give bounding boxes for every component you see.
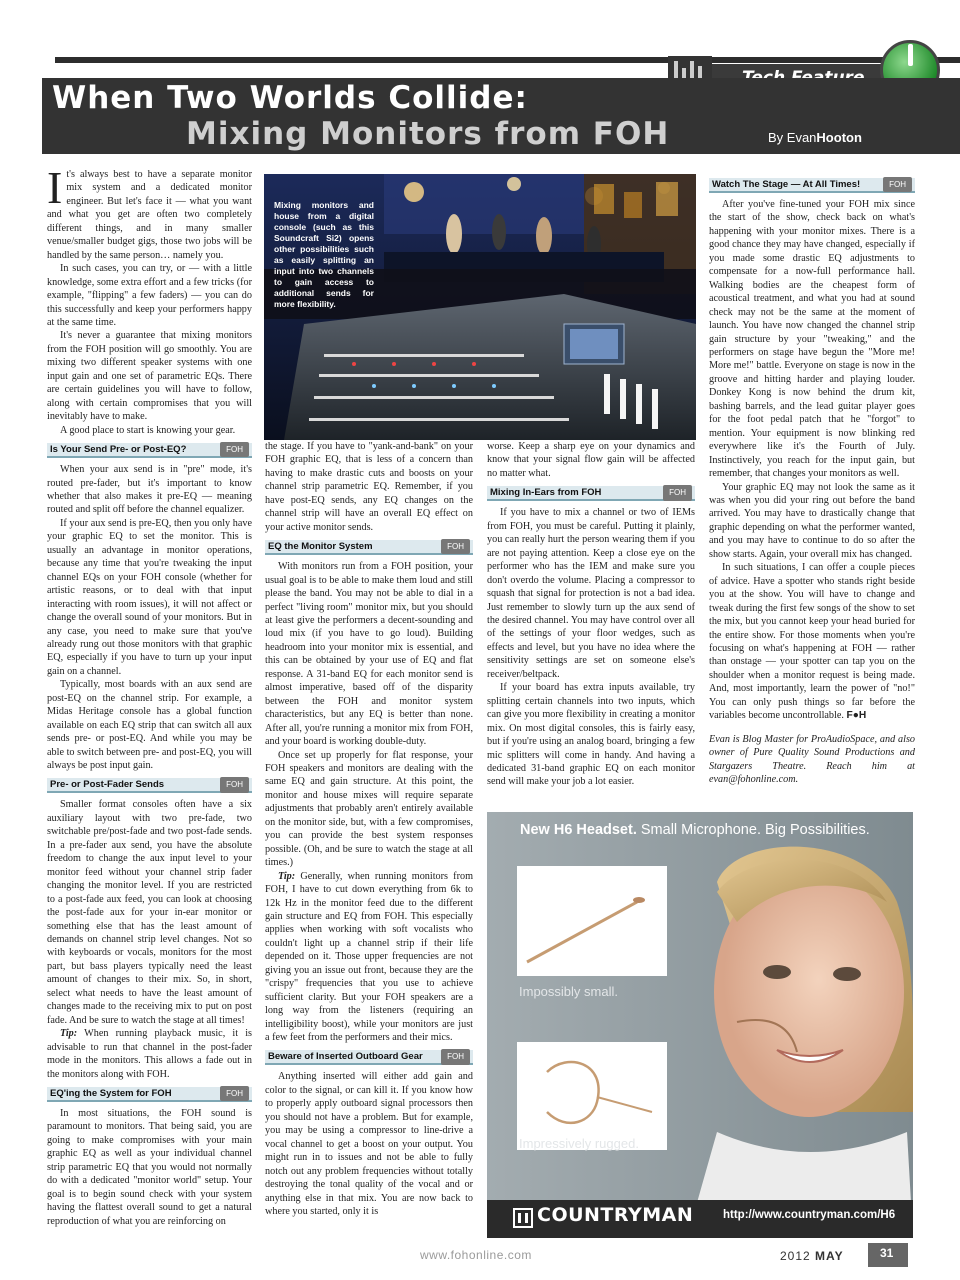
- tip-paragraph: [265, 870, 473, 1045]
- subhead-pre-post-eq: [47, 443, 252, 458]
- tip-text: Generally, when running monitors from FOH, I have to cut down everything from 6k to 12k Hz in the monitor feed due to the different gain structure and EQ from FOH. This especially applies when working with soft vocalists who couldn't light up a channel strip if their life depended on it. Those upper frequencies are not giving you an issue out front, because they are the "crispy" frequencies that you use to achieve sufficient clarity. But your FOH speakers are a long way from the listeners (requiring an intelligibility boost), while your monitors are just a few feet from the performers and their mics.: [265, 870, 473, 1044]
- paragraph: If your aux send is pre-EQ, then you only have your graphic EQ to set the monitor. This is usually an advantage in monitor operations, because any time that you're tweaking the input channel EQs on your FOH console (whether for artistic reasons, or to deal with that input interacting with room issues), it will not affect or change the overall sound of your monitors. But in any case, you need to make sure that you've already rung out those monitors with that graphic EQ, especially if you have to turn up your input gain on a channel.: [47, 517, 252, 677]
- paragraph-text: t's always best to have a separate monitor mix system and a dedicated monitor engineer. But let's face it — what you want and what you get are often two completely different things, and in many smaller venue/smaller budget gigs, those two jobs will be handled by the same person… namely you.: [47, 169, 252, 261]
- countryman-logo-icon: [513, 1208, 533, 1228]
- ad-headline-rest: Small Microphone. Big Possibilities.: [636, 822, 870, 838]
- footer-issue-date: [780, 1249, 844, 1263]
- drop-cap: I: [47, 162, 63, 213]
- ad-headline-bold: New H6 Headset.: [520, 822, 637, 838]
- subhead-eqing-system: [47, 1087, 252, 1102]
- article-column-3: [487, 440, 695, 789]
- byline-prefix: By Evan: [768, 130, 817, 145]
- subhead-eq-monitor-system: [265, 540, 473, 555]
- article-column-4: [709, 172, 915, 786]
- paragraph: It's never a guarantee that mixing monitors from the FOH position will go smoothly. You are mixing two different speaker systems with one input gain and one set of parametric EQs. There are certain guidelines you will have to follow, along with certain compromises that you will inevitably have to make.: [47, 330, 252, 423]
- subhead-title: Beware of Inserted Outboard Gear: [268, 1051, 423, 1063]
- ad-tagline-rugged: Impressively rugged.: [519, 1136, 639, 1151]
- ad-url-link[interactable]: http://www.countryman.com/H6: [723, 1209, 896, 1221]
- byline-name: Hooton: [816, 130, 862, 145]
- ad-illustration: [487, 812, 913, 1238]
- subhead-title: EQ'ing the System for FOH: [50, 1087, 172, 1099]
- paragraph: Smaller format consoles often have a six auxiliary layout with two pre-fade, two switchable pre/post-fade and two post-fade sends. In a pre-fader aux send, you have the absolute freedom to change the aux input level to your monitor feed without your channel strip fader changing the monitor level. If you are restricted to a post-fade aux feed, you can look at choosing the post-fade aux for your in-ear monitor or something else that has the least amount of demands on channel strip level changes. Not so with keyboards or vocals, monitors for the most part, but bass players typically need the least amount of changes to their mix. So, in short, select what needs to have the least amount of changes made to the receiving mix to put on post fade. And be sure to watch the stage at all times!: [47, 799, 252, 1026]
- byline: [768, 130, 862, 145]
- concert-photo: [264, 174, 696, 440]
- footer-website[interactable]: www.fohonline.com: [420, 1248, 532, 1262]
- paragraph-text: In such situations, I can offer a couple pieces of advice. Have a spotter who stands right beside you at the show. You will have to change and tweak during the first few songs of the show to set the mix, but you cannot keep your head buried for the entire show. For those moments when you're focusing on what's happening at FOH — rather than onstage — your spotter can tap you on the shoulder when a monitor request is being made. And, most importantly, learn the power of "no!" You can only push things so far before the variables become uncontrollable.: [709, 562, 915, 722]
- article-title-line2: Mixing Monitors from FOH: [186, 116, 670, 152]
- tip-text: When running playback music, it is advisable to run that channel in the post-fader mode in the monitors. This allows a fade out in the monitors along with FOH.: [47, 1028, 252, 1080]
- tip-paragraph: [47, 1027, 252, 1081]
- paragraph: When your aux send is in "pre" mode, it's routed pre-fader, but it's important to know whether that also makes it pre-EQ — meaning routed and split off before the channel equalizer.: [47, 464, 252, 516]
- countryman-advertisement[interactable]: [487, 812, 913, 1238]
- paragraph: Once set up properly for flat response, your FOH speakers and monitors are dealing with the same EQ and gain structure. At this point, the monitor and house mixes will require separate adjustments that probably aren't entirely available on the monitor side, but, with a few compromises, you can provide the best system responses possible. (Oh, and be sure to watch the stage at all times.): [265, 749, 473, 869]
- paragraph: If you have to mix a channel or two of IEMs from FOH, you must be careful. Putting it plainly, you can really hurt the person wearing them if you are not paying attention. Keep a close eye on the performer who has the IEM and make sure you don't overdo the volume. Placing a compressor to squash that signal for protection is not a bad idea. Just remember to slowly turn up the aux send of the desired channel. You may have control over all of the settings of your floor wedges, such as effects and level, but you have no idea where the sensitivity settings are set on someone else's receiver/beltpack.: [487, 507, 695, 680]
- subhead-title: Watch The Stage — At All Times!: [712, 178, 861, 190]
- paragraph: worse. Keep a sharp eye on your dynamics and know that your signal flow gain will be affected no matter what.: [487, 441, 695, 479]
- knob-indicator: [908, 44, 913, 66]
- subhead-mixing-in-ears: [487, 486, 695, 501]
- footer-year: 2012: [780, 1249, 816, 1263]
- foh-badge: FOH: [883, 177, 912, 192]
- foh-badge: FOH: [220, 1086, 249, 1101]
- subhead-pre-post-fader: [47, 778, 252, 793]
- article-column-1: [47, 162, 252, 1228]
- subhead-title: EQ the Monitor System: [268, 540, 373, 552]
- tip-label: Tip:: [278, 870, 296, 882]
- paragraph: If your board has extra inputs available, try splitting certain channels into two inputs, which can give you more flexibility in creating a monitor mix. On most digital consoles, this is fairly easy, but if you're using an analog board, bringing a few mic splitters will come in handy. And having a dedicated 31-band graphic EQ on each monitor send will make your job a lot easier.: [487, 682, 695, 788]
- article-title-line1: When Two Worlds Collide:: [52, 80, 528, 116]
- paragraph: Your graphic EQ may not look the same as it was when you did your ring out before the band arrived. You may have to drastically change that graphic depending on what the performer wanted, and you may have to continue to do so after the show starts. Again, your overall mix has changed.: [709, 481, 915, 560]
- subhead-title: Mixing In-Ears from FOH: [490, 487, 602, 499]
- ad-tagline-small: Impossibly small.: [519, 984, 618, 999]
- ad-brand-name: COUNTRYMAN: [537, 1204, 694, 1226]
- author-bio: Evan is Blog Master for ProAudioSpace, and also owner of Pure Quality Sound Productions and Stargazers Theatre. Reach him at evan@fohonline.com.: [709, 733, 915, 786]
- subhead-watch-the-stage: [709, 178, 915, 193]
- paragraph: [709, 561, 915, 722]
- end-mark: F●H: [846, 710, 867, 722]
- subhead-title: Pre- or Post-Fader Sends: [50, 779, 165, 791]
- paragraph: A good place to start is knowing your gear.: [60, 424, 236, 436]
- intro-paragraph: [47, 162, 252, 262]
- paragraph: In most situations, the FOH sound is paramount to monitors. That being said, you are going to make compromises with your main graphic EQ as well as your individual channel strip parametric EQ that you would not normally do with a dedicated "monitor world" setup. Your goal is to begin sound check with your system having the flattest overall sound to get a natural reproduction of what you are reinforcing on: [47, 1108, 252, 1227]
- article-column-2: [265, 440, 473, 1218]
- paragraph: Anything inserted will either add gain and color to the signal, or can kill it. If you know how to properly apply outboard signal processors then you should not have a problem. But for example, you may be using a compressor to line-drive a vocal channel to get a boost on your output. You might run in to issues and not be able to fully notch out any problem frequencies without totally destroying the tonal quality of the vocal and or anything else in that mix. You are now back to where you started, only it is: [265, 1071, 473, 1218]
- photo-caption: Mixing monitors and house from a digital console (such as this Soundcraft Si2) opens other possibilities such as easily splitting an input into two channels to gain access to additional sends for more flexibility.: [274, 200, 374, 309]
- foh-badge: FOH: [220, 777, 249, 792]
- paragraph: the stage. If you have to "yank-and-bank" on your FOH graphic EQ, that is less of a concern than having to make drastic cuts and boosts on your channel strip parametric EQ. Remember, if you have post-EQ sends, any EQ changes on the channel strip will have an overall EQ effect on your active monitor sends.: [265, 441, 473, 533]
- page-number: 31: [880, 1246, 894, 1260]
- foh-badge: FOH: [663, 485, 692, 500]
- paragraph: Typically, most boards with an aux send are post-EQ on the channel strip. For example, a Midas Heritage console has a global function available on each EQ strip that can switch all aux sends pre- or post-EQ. And while you may be able to switch between pre- and post-EQ, you will always be post input gain.: [47, 679, 252, 772]
- footer-month: MAY: [815, 1249, 844, 1263]
- paragraph: With monitors run from a FOH position, your usual goal is to be able to make them loud and still please the band. You may not be able to dial in a perfect "living room" monitor mix, but you should at least give the performers a decent-sounding and loud mix (if you have to go loud). Building headroom into your monitor mix is essential, and this can be obtained by your use of EQ and flat response. A 31-band EQ for each monitor send is almost imperative, based off of the disparity between the FOH and monitor system characteristics, but any EQ is better than none. After all, you're running a monitor mix from FOH, and your board is working double-duty.: [265, 561, 473, 748]
- paragraph: In such cases, you can try, or — with a little knowledge, some extra effort and a few tricks (for example, "flipping" a few faders) — you can do this successfully and keep your performers happy at the same time.: [47, 263, 252, 328]
- header-rule: [55, 57, 960, 63]
- foh-badge: FOH: [220, 442, 249, 457]
- tip-label: Tip:: [60, 1028, 78, 1040]
- paragraph: After you've fine-tuned your FOH mix since the start of the show, check back on what's happening with your monitor mixes. There is a good chance they may have changed, especially if you made some drastic EQ adjustments to compensate for a now-full performance hall. Walking bodies are the cheapest form of acoustical treatment, and what you had at sound check may not be the same at the moment of launch. You have now changed the channel strip gain structure by your "tweaking," and the performers on stage have begun the "More me! More me!" battle. Everyone on stage is now in the groove and hitting harder and playing louder. Donkey Kong is now behind the drum kit, bashing barrels, and the lead guitar player goes for the foot pedal patch that he "forgot" to mention. Your equipment is now blinking red everywhere like it's the Fourth of July. Instinctively, you reach for the input gain, but remember, that changes your monitors as well.: [709, 199, 915, 480]
- foh-badge: FOH: [441, 539, 470, 554]
- ad-headline: [520, 822, 870, 838]
- subhead-outboard-gear: [265, 1050, 473, 1065]
- subhead-title: Is Your Send Pre- or Post-EQ?: [50, 443, 187, 455]
- foh-badge: FOH: [441, 1049, 470, 1064]
